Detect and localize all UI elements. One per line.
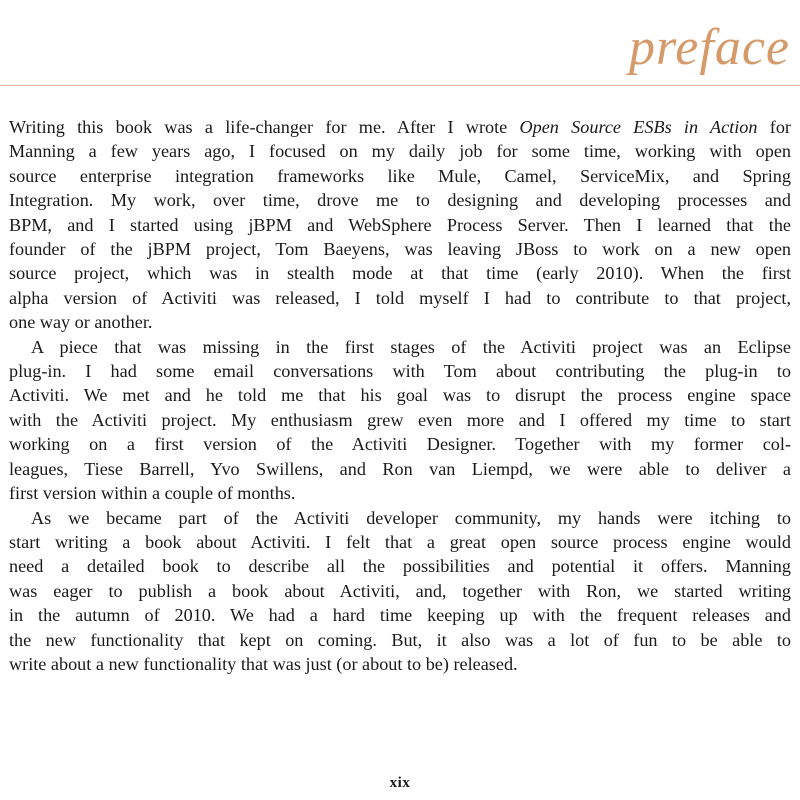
text-line: was eager to publish a book about Activiti, and, together with Ron, we started writing bbox=[9, 580, 791, 601]
text-line: source project, which was in stealth mode at that time (early 2010). When the first bbox=[9, 263, 791, 284]
text-line: Manning a few years ago, I focused on my daily job for some time, working with open bbox=[9, 141, 791, 162]
chapter-title: preface bbox=[629, 19, 790, 76]
preface-body bbox=[9, 115, 791, 676]
book-title: Open Source ESBs in Action bbox=[519, 117, 758, 137]
text-line: start writing a book about Activiti. I felt that a great open source process engine would bbox=[9, 531, 791, 552]
text-line: Activiti. We met and he told me that his goal was to disrupt the process engine space bbox=[9, 385, 791, 406]
text-line: the new functionality that kept on coming. But, it also was a lot of fun to be able to bbox=[9, 629, 791, 650]
text-line: source enterprise integration frameworks like Mule, Camel, ServiceMix, and Spring bbox=[9, 165, 791, 186]
header-rule bbox=[0, 85, 800, 86]
text-line: A piece that was missing in the first stages of the Activiti project was an Eclipse bbox=[31, 336, 791, 357]
text-line: plug-in. I had some email conversations with Tom about contributing the plug-in to bbox=[9, 361, 791, 382]
text-line: in the autumn of 2010. We had a hard time keeping up with the frequent releases and bbox=[9, 605, 791, 626]
text-line: BPM, and I started using jBPM and WebSphere Process Server. Then I learned that the bbox=[9, 214, 791, 235]
text-line: alpha version of Activiti was released, I told myself I had to contribute to that project, bbox=[9, 287, 791, 308]
paragraph bbox=[9, 506, 791, 677]
text-line: working on a first version of the Activiti Designer. Together with my former col- bbox=[9, 434, 791, 455]
paragraph bbox=[9, 115, 791, 335]
text-line: founder of the jBPM project, Tom Baeyens, was leaving JBoss to work on a new open bbox=[9, 239, 791, 260]
text-line: leagues, Tiese Barrell, Yvo Swillens, and Ron van Liempd, we were able to deliver a bbox=[9, 458, 791, 479]
text-line: Writing this book was a life-changer for me. After I wrote Open Source ESBs in Action for bbox=[9, 117, 791, 137]
text-line: As we became part of the Activiti developer community, my hands were itching to bbox=[31, 507, 791, 528]
text-line: write about a new functionality that was just (or about to be) released. bbox=[9, 653, 518, 674]
page-number: xix bbox=[389, 775, 411, 791]
text-line: one way or another. bbox=[9, 312, 153, 333]
text-line: with the Activiti project. My enthusiasm grew even more and I offered my time to start bbox=[9, 409, 791, 430]
text-line: first version within a couple of months. bbox=[9, 483, 296, 504]
text-line: Integration. My work, over time, drove me to designing and developing processes and bbox=[9, 190, 791, 211]
text-line: need a detailed book to describe all the possibilities and potential it offers. Manning bbox=[9, 556, 791, 577]
paragraph bbox=[9, 335, 791, 506]
